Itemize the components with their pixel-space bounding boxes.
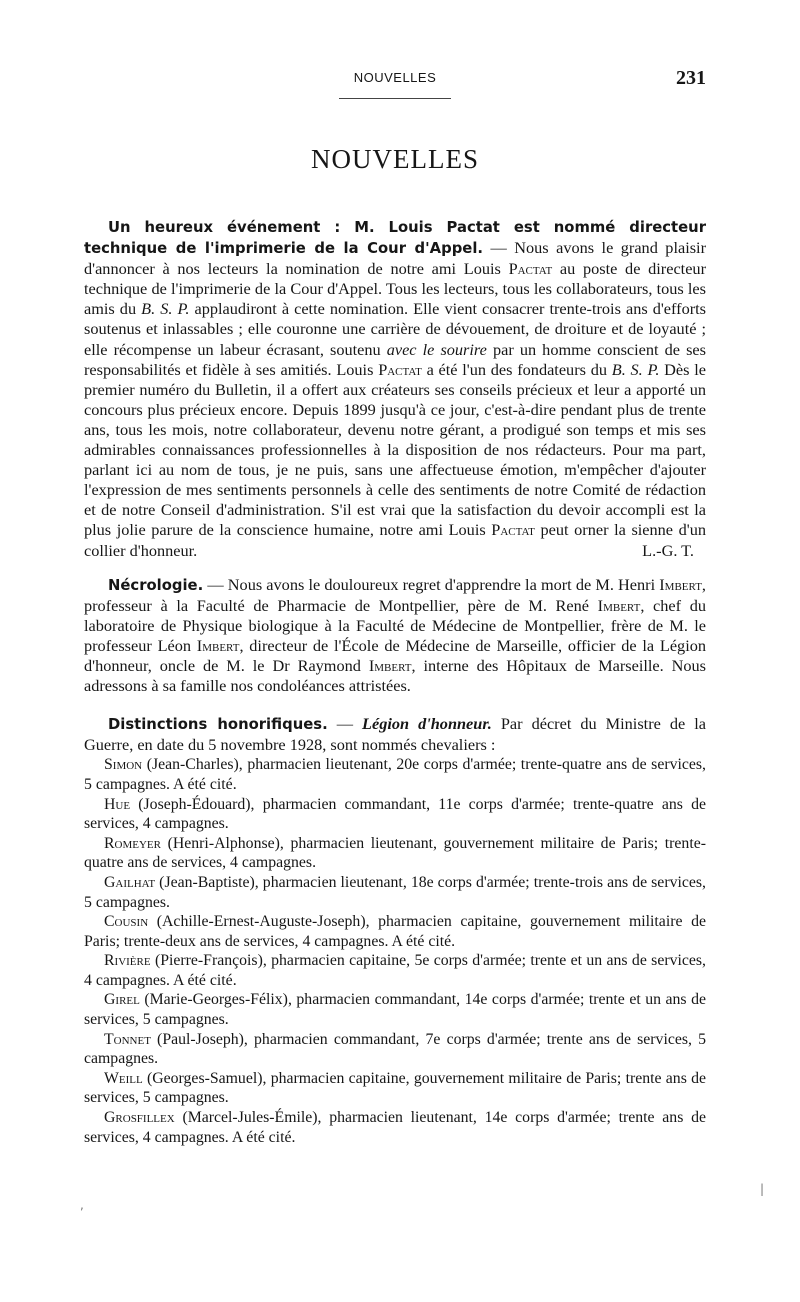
entry-text: (Joseph-Édouard), pharmacien commandant, 11e corps d'armée; trente-quatre ans de services, 4 campagnes.	[84, 795, 706, 833]
list-item	[84, 755, 706, 794]
scan-speck: ,	[80, 1198, 84, 1212]
list-item	[84, 873, 706, 912]
person-name: Pactat	[491, 520, 535, 540]
page-body	[84, 217, 706, 1147]
article-lead: Distinctions honorifiques.	[108, 716, 328, 734]
text-run: applaudiront à cette nomination. Elle vient consacrer trente-trois ans d'efforts soutenus et inlassables ; elle couronne une carrière de dévouement, de droiture et de loyauté ; elle récompense un labeur écrasant, soutenu	[84, 299, 706, 359]
person-name: Cousin	[104, 913, 149, 931]
person-name: Imbert	[368, 655, 412, 675]
text-run: Par décret du Ministre de la Guerre, en date du 5 novembre 1928, sont nommés chevaliers :	[84, 714, 706, 755]
entry-text: (Georges-Samuel), pharmacien capitaine, gouvernement militaire de Paris; trente ans de services, 5 campagnes.	[84, 1069, 706, 1107]
person-name: Imbert	[659, 574, 702, 594]
person-name: Girel	[104, 991, 140, 1009]
article-pactat	[84, 217, 706, 561]
list-item	[84, 990, 706, 1029]
emphasis: avec le sourire	[386, 339, 487, 359]
entry-text: (Achille-Ernest-Auguste-Joseph), pharmacien capitaine, gouvernement militaire de Paris; trente-deux ans de services, 4 campagnes. A été cité.	[84, 913, 706, 950]
text-run: — Nous avons le douloureux regret d'apprendre la mort de M. Henri	[203, 574, 660, 594]
person-name: Tonnet	[104, 1030, 151, 1048]
text-run: peut orner la sienne d'un collier d'honneur.	[84, 520, 706, 560]
entry-text: (Marcel-Jules-Émile), pharmacien lieutenant, 14e corps d'armée; trente ans de services, 4 campagnes. A été cité.	[84, 1109, 706, 1146]
text-run: , interne des Hôpitaux de Marseille. Nous adressons à sa famille nos condoléances attristées.	[84, 655, 707, 696]
person-name: Grosfillex	[104, 1109, 175, 1127]
article-necrologie	[84, 575, 706, 697]
text-run: Dès le premier numéro du Bulletin, il a offert aux créateurs ses conseils précieux et leur a apporté un concours plus précieux encore. Depuis 1899 jusqu'à ce jour, c'est-à-dire pendant plus de trente ans, tous les mois, notre collaborateur, devenu notre gérant, a prodigué son temps et mis ses admirables connaissances professionnelles à la disposition de nos rédacteurs. Pour ma part, parlant ici au nom de tous, je ne puis, sans une affectueuse émotion, m'empêcher d'ajouter l'expression de mes sentiments personnels à celle des sentiments de notre Comité de rédaction et de notre Conseil d'administration. S'il est vrai que la satisfaction du devoir accompli est la plus jolie parure de la conscience humaine, notre ami Louis	[84, 359, 706, 540]
journal-abbrev: B. S. P.	[611, 359, 660, 379]
text-run: a été l'un des fondateurs du	[421, 359, 612, 379]
person-name: Imbert	[196, 635, 240, 655]
article-distinctions	[84, 714, 706, 755]
text-run: , professeur à la Faculté de Pharmacie de Montpellier, père de M. René	[84, 574, 706, 615]
page-title: NOUVELLES	[311, 144, 479, 174]
entry-text: (Pierre-François), pharmacien capitaine, 5e corps d'armée; trente et un ans de services, 4 campagnes. A été cité.	[84, 952, 706, 989]
list-item	[84, 951, 706, 990]
person-name: Pactat	[508, 259, 553, 279]
article-sublead: Légion d'honneur.	[362, 714, 492, 734]
signature: L.-G. T.	[642, 540, 694, 560]
text-run: au poste de directeur technique de l'imprimerie de la Cour d'Appel. Tous les lecteurs, tous les collaborateurs, tous les amis du	[84, 259, 706, 319]
article-lead: Nécrologie.	[108, 576, 204, 594]
article-lead: Un heureux événement : M. Louis Pactat est nommé directeur technique de l'imprimerie de la Cour d'Appel.	[84, 219, 706, 258]
running-head	[84, 67, 706, 92]
text-run: —	[327, 714, 363, 734]
journal-abbrev: B. S. P.	[141, 299, 190, 319]
list-item	[84, 795, 706, 834]
text-run: , chef du laboratoire de Physique biologique à la Faculté de Médecine de Montpellier, frère de M. le professeur Léon	[84, 595, 706, 655]
person-name: Gailhat	[104, 873, 156, 891]
person-name: Pactat	[378, 359, 422, 379]
text-run: par un homme conscient de ses responsabilités et fidèle à ses amitiés. Louis	[84, 339, 706, 379]
list-item	[84, 1030, 706, 1069]
person-name: Rivière	[104, 952, 151, 970]
entry-text: (Henri-Alphonse), pharmacien lieutenant, gouvernement militaire de Paris; trente-quatre ans de services, 4 campagnes.	[84, 834, 706, 872]
text-run: — Nous avons le grand plaisir d'annoncer à nos lecteurs la nomination de notre ami Louis	[84, 238, 706, 279]
text-run: , directeur de l'École de Médecine de Marseille, officier de la Légion d'honneur, oncle de M. le Dr Raymond	[84, 635, 706, 675]
list-item	[84, 912, 706, 951]
person-name: Simon	[104, 756, 143, 774]
page-number: 231	[676, 67, 706, 89]
person-name: Imbert	[597, 595, 641, 615]
decoration-list	[84, 755, 706, 1147]
list-item	[84, 1069, 706, 1108]
person-name: Hue	[104, 795, 131, 813]
list-item	[84, 1108, 706, 1147]
scan-speck: |	[760, 1182, 765, 1196]
entry-text: (Paul-Joseph), pharmacien commandant, 7e corps d'armée; trente ans de services, 5 campagnes.	[84, 1030, 706, 1068]
header-rule	[339, 98, 451, 99]
entry-text: (Marie-Georges-Félix), pharmacien commandant, 14e corps d'armée; trente et un ans de services, 5 campagnes.	[84, 991, 706, 1029]
person-name: Weill	[104, 1069, 143, 1087]
list-item	[84, 834, 706, 873]
entry-text: (Jean-Charles), pharmacien lieutenant, 20e corps d'armée; trente-quatre ans de services, 5 campagnes. A été cité.	[84, 756, 706, 793]
person-name: Romeyer	[104, 834, 161, 852]
entry-text: (Jean-Baptiste), pharmacien lieutenant, 18e corps d'armée; trente-trois ans de services, 5 campagnes.	[84, 873, 706, 911]
running-title: NOUVELLES	[353, 70, 437, 85]
